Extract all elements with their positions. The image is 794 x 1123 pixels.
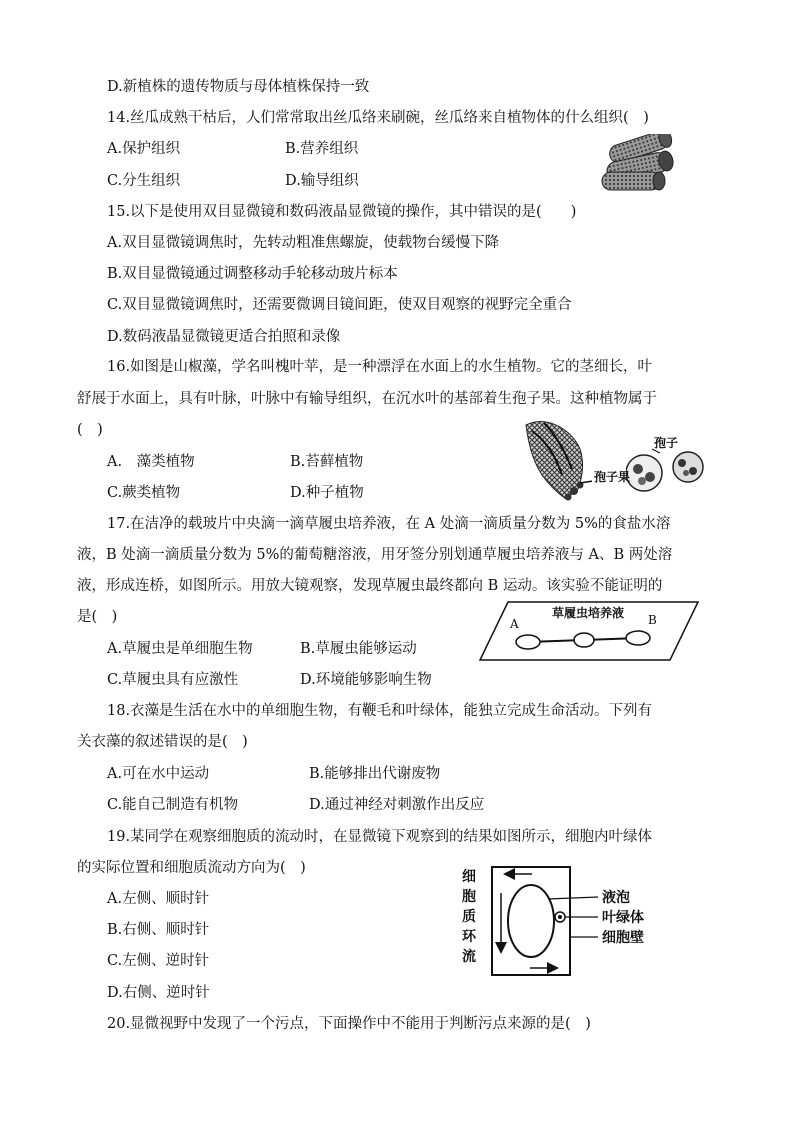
q18-option-a: A.可在水中运动 [107,766,210,782]
spore-label: 孢子 [654,436,679,450]
q13-option-d: D.新植株的遗传物质与母体植株保持一致 [107,79,370,95]
vacuole-label: 液泡 [602,890,630,906]
q16-option-d: D.种子植物 [290,485,364,501]
q16-option-b: B.苔藓植物 [290,454,364,470]
q17-stem-line-1: 17.在洁净的载玻片中央滴一滴草履虫培养液，在 A 处滴一滴质量分数为 5%的食盐水溶 [107,516,671,532]
q18-stem-line-1: 18.衣藻是生活在水中的单细胞生物，有鞭毛和叶绿体，能独立完成生命活动。下列有 [107,703,653,719]
chloroplast-label: 叶绿体 [602,910,644,926]
flow-char-1: 细 [462,869,476,885]
q16-option-a: A. 藻类植物 [107,454,195,470]
q19-option-c: C.左侧、逆时针 [107,953,210,969]
q15-option-b: B.双目显微镜通过调整移动手轮移动玻片标本 [107,266,398,282]
q16-option-c: C.蕨类植物 [107,485,181,501]
q14-option-b: B.营养组织 [285,141,359,157]
flow-char-2: 胞 [462,889,476,905]
q14-stem: 14.丝瓜成熟干枯后，人们常常取出丝瓜络来刷碗，丝瓜络来自植物体的什么组织( ) [107,110,649,126]
q15-option-c: C.双目显微镜调焦时，还需要微调目镜间距，使双目观察的视野完全重合 [107,297,572,313]
q14-option-c: C.分生组织 [107,173,181,189]
q17-option-c: C.草履虫具有应激性 [107,672,239,688]
q18-option-c: C.能自己制造有机物 [107,797,239,813]
q16-stem-line-3: ( ) [77,422,103,438]
spore-circle [673,452,703,482]
q19-option-b: B.右侧、顺时针 [107,922,210,938]
q20-stem: 20.显微视野中发现了一个污点，下面操作中不能用于判断污点来源的是( ) [107,1016,591,1032]
culture-label: 草履虫培养液 [552,606,625,620]
q19-stem-line-1: 19.某同学在观察细胞质的流动时，在显微镜下观察到的结果如图所示，细胞内叶绿体 [107,829,653,845]
salvinia-figure [522,415,712,505]
point-b-label: B [648,613,657,627]
q18-option-d: D.通过神经对刺激作出反应 [309,797,485,813]
q14-option-d: D.输导组织 [285,173,359,189]
q17-option-a: A.草履虫是单细胞生物 [107,641,253,657]
flow-char-3: 质 [462,909,476,925]
q18-stem-line-2: 关衣藻的叙述错误的是( ) [77,734,248,750]
drop-b [626,631,650,645]
q17-stem-line-2: 液，B 处滴一滴质量分数为 5%的葡萄糖溶液，用牙签分别划通草履虫培养液与 A、B 两处溶 [77,547,673,563]
q14-option-a: A.保护组织 [107,141,181,157]
q15-stem: 15.以下是使用双目显微镜和数码液晶显微镜的操作，其中错误的是( ) [107,204,577,220]
cell-wall-label: 细胞壁 [602,930,644,946]
q17-option-d: D.环境能够影响生物 [300,672,432,688]
q19-stem-line-2: 的实际位置和细胞质流动方向为( ) [77,860,306,876]
paramecium-slide-figure [478,600,700,662]
sporocarp-label: 孢子果 [594,470,631,484]
q15-option-a: A.双目显微镜调焦时，先转动粗准焦螺旋，使载物台缓慢下降 [107,235,500,251]
q17-option-b: B.草履虫能够运动 [300,641,417,657]
q17-stem-line-3: 液，形成连桥，如图所示。用放大镜观察，发现草履虫最终都向 B 运动。该实验不能证明的 [77,578,663,594]
vacuole [508,885,554,957]
sporocarp-circle [626,455,662,491]
q19-option-d: D.右侧、逆时针 [107,985,210,1001]
salvinia-plant [526,421,584,500]
q15-option-d: D.数码液晶显微镜更适合拍照和录像 [107,329,341,345]
flow-char-5: 流 [462,949,476,965]
q16-stem-line-1: 16.如图是山椒藻，学名叫槐叶苹，是一种漂浮在水面上的水生植物。它的茎细长，叶 [107,359,653,375]
cytoplasm-flow-figure [460,863,678,981]
point-a-label: A [510,617,519,631]
q18-option-b: B.能够排出代谢废物 [309,766,441,782]
q16-stem-line-2: 舒展于水面上，具有叶脉，叶脉中有输导组织，在沉水叶的基部着生孢子果。这种植物属于 [77,391,657,407]
drop-center [574,633,594,647]
q19-option-a: A.左侧、顺时针 [107,891,210,907]
q17-stem-line-4: 是( ) [77,609,118,625]
loofah-sponge-image [596,134,688,194]
flow-char-4: 环 [462,929,476,945]
drop-a [516,635,540,649]
